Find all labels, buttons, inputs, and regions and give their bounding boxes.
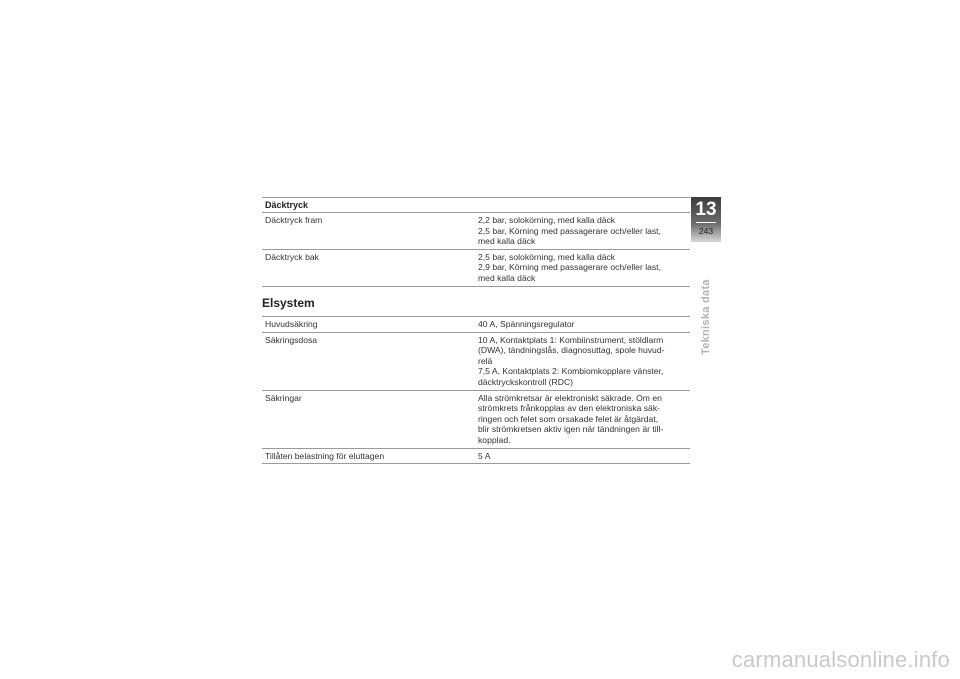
value-line: med kalla däck — [478, 272, 536, 283]
row-value — [478, 250, 690, 286]
row-value — [478, 317, 690, 332]
table-row — [262, 317, 690, 333]
row-label: Huvudsäkring — [265, 319, 318, 329]
watermark: carmanualsonline.info — [731, 647, 950, 672]
value-line: däcktryckskontroll (RDC) — [478, 376, 574, 387]
row-label: Säkringar — [265, 392, 302, 403]
value-line: strömkrets frånkopplas av den elektroniska säk- — [478, 403, 660, 414]
table-row — [262, 250, 690, 287]
row-label: Säkringsdosa — [265, 334, 318, 345]
chapter-tab — [691, 197, 721, 242]
value-line: Alla strömkretsar är elektroniskt säkrade. Om en — [478, 392, 662, 403]
value-line: med kalla däck — [478, 236, 536, 247]
value-line: kopplad. — [478, 434, 511, 445]
table-row — [262, 449, 690, 465]
row-label: Däcktryck fram — [265, 215, 323, 225]
value-line: (DWA), tändningslås, diagnosuttag, spole huvud- — [478, 345, 665, 356]
value-line: 40 A, Spänningsregulator — [478, 319, 575, 329]
chapter-number: 13 — [695, 199, 717, 220]
row-value — [478, 391, 690, 448]
tab-divider — [696, 222, 716, 223]
tire-pressure-header: Däcktryck — [262, 197, 690, 213]
value-line: 7,5 A, Kontaktplats 2: Kombiomkopplare vänster, — [478, 366, 664, 377]
row-label: Tillåten belastning för eluttagen — [265, 450, 385, 461]
value-line: 5 A — [478, 450, 491, 461]
table-row — [262, 391, 690, 449]
tire-pressure-table — [262, 213, 690, 287]
value-line: 2,2 bar, solokörning, med kalla däck — [478, 215, 616, 225]
chapter-side-title: Tekniska data — [700, 279, 712, 355]
table-row — [262, 213, 690, 250]
row-value — [478, 213, 690, 249]
value-line: 2,9 bar, Körning med passagerare och/eller last, — [478, 262, 661, 273]
electrical-heading: Elsystem — [262, 296, 315, 310]
value-line: 2,5 bar, solokörning, med kalla däck — [478, 251, 616, 262]
value-line: ringen och felet som orsakade felet är åtgärdat, — [478, 413, 659, 424]
row-label: Däcktryck bak — [265, 251, 319, 262]
value-line: 10 A, Kontaktplats 1: Kombiinstrument, stöldlarm — [478, 334, 664, 345]
table-row — [262, 333, 690, 391]
value-line: 2,5 bar, Körning med passagerare och/eller last, — [478, 225, 661, 236]
value-line: relä — [478, 355, 493, 366]
electrical-table — [262, 316, 690, 464]
value-line: blir strömkretsen aktiv igen när tändningen är till- — [478, 424, 664, 435]
page-number: 243 — [698, 226, 714, 236]
row-value — [478, 333, 690, 390]
row-value — [478, 449, 690, 464]
